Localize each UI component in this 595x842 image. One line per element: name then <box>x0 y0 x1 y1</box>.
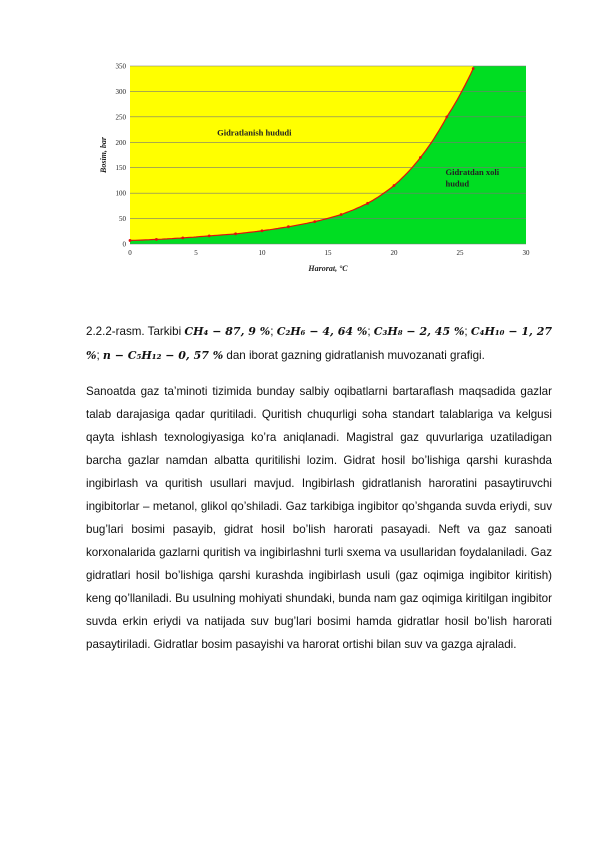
y-tick-label: 300 <box>115 87 126 96</box>
data-point <box>366 202 369 205</box>
figure-caption <box>86 320 552 368</box>
x-tick-label: 20 <box>390 249 398 257</box>
x-tick-label: 10 <box>258 249 266 257</box>
caption-sep: ; <box>270 325 277 338</box>
caption-prefix: 2.2.2-rasm. Tarkibi <box>86 325 185 338</box>
data-point <box>340 213 343 216</box>
data-point <box>181 236 184 239</box>
x-tick-label: 0 <box>128 249 132 257</box>
y-axis-title: Bosim, bar <box>99 136 108 174</box>
hydrate-equilibrium-chart <box>96 58 536 280</box>
hydrate-free-zone-label: Gidratdan xoli <box>445 166 500 177</box>
data-point <box>445 115 448 118</box>
body-paragraph: Sanoatda gaz ta’minoti tizimida bunday salbiy oqibatlarni bartaraflash maqsadida gazlar talab darajasiga qadar quritiladi. Quritish chuqurligi soha standart talablariga va kelgusi qayta ishlash texnologiyasiga ko’ra aniqlanadi. Magistral gaz quvurlariga uzatiladigan barcha gazlar namdan albatta quritilishi lozim. Gidrat hosil bo’lishiga qarshi kurashda ingibirlash va quritish usullari mavjud. Ingibirlash gidratlanish haroratini pasaytiruvchi ingibitorlar – metanol, glikol qo’shiladi. Gaz tarkibiga ingibitor qo’shganda suvda eriydi, suv bug’lari bosimi pasayib, gidrat hosil bo’lish harorati pasayadi. Neft va gaz sanoati korxonalarida gazlarni quritish va ingibirlashni turli sxema va usullaridan foydalaniladi. Gaz gidratlari hosil bo’lishiga qarshi kurashda ingibirlash usuli (gaz oqimiga ingibitor kiritish) keng qo’llaniladi. Bu usulning mohiyati shundaki, bunda nam gaz oqimiga kiritilgan ingibitor suvda erkin eriydi va natijada suv bug’lari bosimi hamda gidratlar hosil bo’lish harorati pasaytiriladi. Gidratlar bosim pasayishi va harorat ortishi bilan suv va gazga ajraladi. <box>86 385 552 651</box>
y-tick-label: 250 <box>115 113 126 122</box>
data-point <box>287 225 290 228</box>
data-point <box>208 234 211 237</box>
data-point <box>261 229 264 232</box>
caption-sep: ; <box>367 325 374 338</box>
y-tick-label: 200 <box>115 138 126 147</box>
caption-sep: ; <box>464 325 471 338</box>
data-point <box>393 184 396 187</box>
hydrate-free-zone-label-2: hudud <box>445 178 470 189</box>
x-tick-label: 5 <box>194 249 198 257</box>
data-point <box>155 238 158 241</box>
formula-c2h6: C₂H₆ − 4, 64 % <box>276 325 368 338</box>
formula-ch4: CH₄ − 87, 9 % <box>184 325 271 338</box>
data-point <box>419 156 422 159</box>
hydrate-zone-label: Gidratlanish hududi <box>217 127 292 138</box>
data-point <box>472 67 475 70</box>
caption-suffix: dan iborat gazning gidratlanish muvozanati grafigi. <box>223 349 485 362</box>
data-point <box>234 232 237 235</box>
data-point <box>313 220 316 223</box>
data-point <box>129 239 132 242</box>
formula-c3h8: C₃H₈ − 2, 45 % <box>373 325 465 338</box>
y-tick-label: 150 <box>115 164 126 173</box>
formula-c4h10: C₄H₁₀ − 1, 27 % <box>86 325 553 362</box>
x-tick-label: 30 <box>522 249 530 257</box>
y-tick-label: 100 <box>115 189 126 198</box>
x-axis-title: Harorat, °C <box>308 264 348 273</box>
y-tick-label: 50 <box>119 215 126 224</box>
y-tick-label: 350 <box>115 62 126 71</box>
chart-svg <box>96 58 536 280</box>
formula-c5h12: n − C₅H₁₂ − 0, 57 % <box>102 349 224 362</box>
x-tick-label: 15 <box>324 249 332 257</box>
caption-sep: ; <box>96 349 103 362</box>
y-tick-label: 0 <box>122 240 126 249</box>
x-tick-label: 25 <box>456 249 464 257</box>
